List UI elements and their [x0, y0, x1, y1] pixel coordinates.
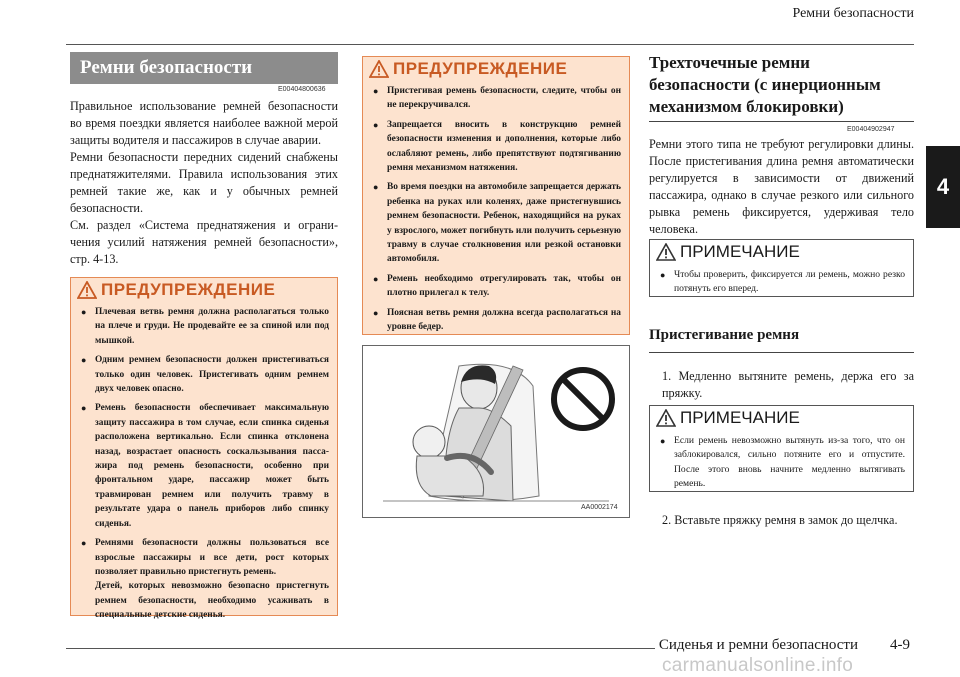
subsection-heading: Трехточечные ремни безопасности (с инерционным механизмом блокировки) — [649, 53, 881, 116]
warning-title: ПРЕДУПРЕЖДЕНИЕ — [101, 279, 276, 299]
warning-list — [71, 305, 337, 623]
fasten-heading: Пристегивание ремня — [649, 327, 800, 343]
warning-box-middle — [362, 56, 630, 335]
retractor-paragraph: Ремни этого типа не требуют регулировки длины. После пристегивания длина ремня автоматически регулируется в зависимости от движений пассажира, однако в случае резкого или сильного рывка ремень фиксируется, удерживая тело человека. — [649, 137, 914, 236]
no-entry-sign-icon — [550, 366, 616, 432]
chapter-tab[interactable]: 4 — [926, 146, 960, 228]
note-list — [650, 268, 913, 297]
warning-triangle-icon — [77, 281, 97, 299]
warning-item: ● Поясная ветвь ремня должна всегда располагаться на уровне бедер. — [387, 306, 621, 335]
note-list — [650, 434, 913, 492]
section-code: E00404800636 — [278, 86, 326, 93]
watermark: carmanualsonline.info — [662, 655, 854, 676]
note-item: ● Если ремень невозможно вытянуть из-за того, что он заблокировался, сильно потяните его и отпустите. После этого вновь начните медленно вытягивать ремень. — [674, 434, 905, 492]
warning-item: ● Ремень безопасности обеспечивает максимальную защиту пассажира в том случае, если спинка сиденья расположена вертикально. Если спинка отклонена назад, возрастает опасность соскальзывания пассажира под ремень безопасности, особенно при фронтальном ударе, пассажир может быть травмирован ремнем или получить травму в результате удара о панель приборов либо спинку сиденья. — [95, 401, 329, 531]
warning-item: ● Плечевая ветвь ремня должна располагаться только на плече и груди. Не продевайте ее за спиной или под мышкой. — [95, 305, 329, 348]
warning-header — [363, 57, 629, 80]
warning-title: ПРЕДУПРЕЖДЕНИЕ — [393, 58, 568, 78]
footer-section: Сиденья и ремни безопасности — [658, 637, 858, 653]
illustration-child-on-lap — [362, 345, 630, 518]
note-box-1 — [649, 239, 914, 297]
warning-triangle-icon — [369, 60, 389, 78]
warning-item: ● Пристегивая ремень безопасности, следите, чтобы он не перекручивался. — [387, 84, 621, 113]
step-2: 2. Вставьте пряжку ремня в замок до щелчка. — [662, 513, 898, 527]
note-title: ПРИМЕЧАНИЕ — [680, 242, 800, 261]
intro-paragraph: Ремни безопасности передних сидений снабжены преднатяжителями. Правила использования этих ремней такие же, как и у обычных ремней безопасности. — [70, 150, 338, 215]
warning-header — [71, 278, 337, 301]
warning-item: ● Ремнями безопасности должны пользоваться все взрослые пассажиры и все дети, рост которых позволяет правильно пристегнуть ремень. Детей, которых невозможно безопасно пристегнуть ремнем безопасности, необходимо усаживать в специальные детские сиденья. — [95, 536, 329, 622]
note-header — [650, 240, 913, 264]
footer — [655, 637, 914, 654]
intro-paragraph: Правильное использование ремней безопасности во время поездки является наиболее важной мерой защиты водителя и пассажиров в случае аварии. — [70, 99, 338, 147]
warning-item: ● Во время поездки на автомобиле запрещается держать ребенка на руках или коленях, даже пристегнувшись ремнем безопасности. Ребенок, находящийся на руках у взрослого, может погибнуть или получить серьезную травму в случае столкновения или резкой остановки автомобиля. — [387, 180, 621, 266]
warning-item: ● Одним ремнем безопасности должен пристегиваться только один человек. Пристегивать одним ремнем двух человек опасно. — [95, 353, 329, 396]
warning-triangle-icon — [656, 409, 676, 427]
warning-item: ● Запрещается вносить в конструкцию ремней безопасности изменения и дополнения, которые либо ослабляют ремень, либо препятствуют подтягиванию ремня механизмом натяжения. — [387, 118, 621, 176]
warning-box-left — [70, 277, 338, 621]
fasten-rule — [649, 352, 914, 353]
header-rule — [66, 44, 914, 45]
warning-item: ● Ремень необходимо отрегулировать так, чтобы он плотно прилегал к телу. — [387, 272, 621, 301]
note-header — [650, 406, 913, 430]
note-box-2 — [649, 405, 914, 492]
warning-list — [363, 84, 629, 335]
intro-text — [70, 98, 338, 268]
note-title: ПРИМЕЧАНИЕ — [680, 408, 800, 427]
subsection-code: E00404902947 — [847, 126, 895, 133]
warning-triangle-icon — [656, 243, 676, 261]
intro-paragraph: См. раздел «Система преднатяжения и ограничения усилий натяжения ремней безопасности», стр. 4-13. — [70, 218, 338, 266]
note-item: ● Чтобы проверить, фиксируется ли ремень, можно резко потянуть его вперед. — [674, 268, 905, 297]
subsection-rule — [649, 121, 914, 122]
step-1: 1. Медленно вытяните ремень, держа его за пряжку. — [662, 369, 914, 400]
illustration-code: AA0002174 — [581, 504, 618, 511]
running-header: Ремни безопасности — [792, 6, 914, 21]
section-banner: Ремни безопасности — [70, 52, 338, 84]
page-number: 4-9 — [890, 637, 910, 653]
